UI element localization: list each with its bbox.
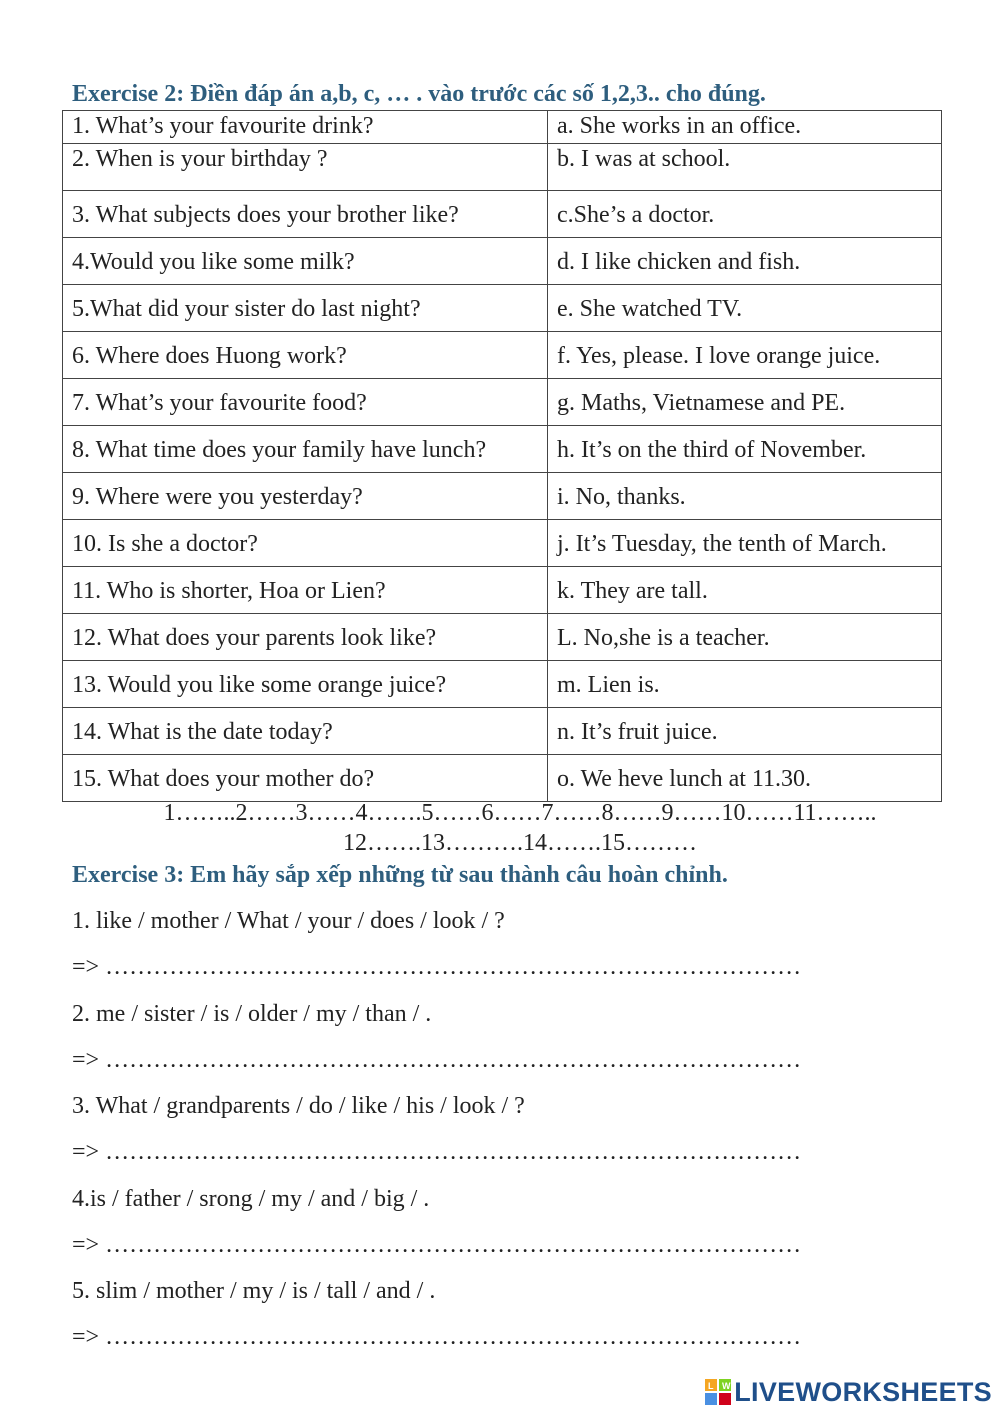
question-cell: 6. Where does Huong work?	[63, 332, 548, 379]
exercise2-heading: Exercise 2: Điền đáp án a,b, c, … . vào trước các số 1,2,3.. cho đúng.	[72, 81, 766, 107]
question-cell: 12. What does your parents look like?	[63, 614, 548, 661]
answer-option-cell: i. No, thanks.	[548, 473, 942, 520]
table-row	[63, 191, 942, 238]
question-cell: 9. Where were you yesterday?	[63, 473, 548, 520]
watermark-text: LIVEWORKSHEETS	[734, 1376, 992, 1407]
answer-option-cell: j. It’s Tuesday, the tenth of March.	[548, 520, 942, 567]
table-row	[63, 332, 942, 379]
table-row	[63, 379, 942, 426]
answer-blank-line[interactable]: => ……………………………………………………………………………	[72, 1139, 802, 1165]
liveworksheets-watermark	[705, 1377, 992, 1407]
answer-blanks-line-2[interactable]: 12…….13……….14…….15………	[343, 830, 697, 856]
answer-option-cell: k. They are tall.	[548, 567, 942, 614]
table-row	[63, 708, 942, 755]
answer-option-cell: f. Yes, please. I love orange juice.	[548, 332, 942, 379]
question-cell: 10. Is she a doctor?	[63, 520, 548, 567]
question-cell: 1. What’s your favourite drink?	[63, 111, 548, 144]
liveworksheets-logo-icon	[705, 1379, 731, 1405]
table-row	[63, 144, 942, 191]
sentence-prompt: 5. slim / mother / my / is / tall / and / .	[72, 1278, 436, 1304]
table-row	[63, 285, 942, 332]
question-cell: 14. What is the date today?	[63, 708, 548, 755]
table-row	[63, 661, 942, 708]
answer-option-cell: e. She watched TV.	[548, 285, 942, 332]
question-cell: 4.Would you like some milk?	[63, 238, 548, 285]
answer-option-cell: L. No,she is a teacher.	[548, 614, 942, 661]
exercise3-heading: Exercise 3: Em hãy sắp xếp những từ sau thành câu hoàn chỉnh.	[72, 862, 728, 888]
answer-option-cell: o. We heve lunch at 11.30.	[548, 755, 942, 802]
answer-option-cell: h. It’s on the third of November.	[548, 426, 942, 473]
question-cell: 7. What’s your favourite food?	[63, 379, 548, 426]
table-row	[63, 238, 942, 285]
answer-option-cell: a. She works in an office.	[548, 111, 942, 144]
question-cell: 8. What time does your family have lunch?	[63, 426, 548, 473]
answer-blank-line[interactable]: => ……………………………………………………………………………	[72, 1324, 802, 1350]
table-row	[63, 520, 942, 567]
sentence-prompt: 4.is / father / srong / my / and / big / .	[72, 1185, 430, 1212]
table-row	[63, 614, 942, 661]
answer-option-cell: b. I was at school.	[548, 144, 942, 191]
question-cell: 2. When is your birthday ?	[63, 144, 548, 191]
sentence-prompt: 2. me / sister / is / older / my / than / .	[72, 1000, 432, 1027]
table-row	[63, 473, 942, 520]
table-row	[63, 755, 942, 802]
answer-option-cell: g. Maths, Vietnamese and PE.	[548, 379, 942, 426]
sentence-prompt: 1. like / mother / What / your / does / look / ?	[72, 908, 505, 934]
sentence-prompt: 3. What / grandparents / do / like / his / look / ?	[72, 1093, 525, 1119]
question-cell: 11. Who is shorter, Hoa or Lien?	[63, 567, 548, 614]
answer-blank-line[interactable]: => ……………………………………………………………………………	[72, 1046, 802, 1073]
table-row	[63, 567, 942, 614]
answer-option-cell: n. It’s fruit juice.	[548, 708, 942, 755]
question-cell: 13. Would you like some orange juice?	[63, 661, 548, 708]
table-row	[63, 111, 942, 144]
question-cell: 3. What subjects does your brother like?	[63, 191, 548, 238]
answer-option-cell: d. I like chicken and fish.	[548, 238, 942, 285]
answer-blank-line[interactable]: => ……………………………………………………………………………	[72, 1231, 802, 1258]
question-cell: 15. What does your mother do?	[63, 755, 548, 802]
answer-option-cell: c.She’s a doctor.	[548, 191, 942, 238]
svg-text:L: L	[708, 1381, 714, 1391]
answer-blank-line[interactable]: => ……………………………………………………………………………	[72, 954, 802, 980]
table-row	[63, 426, 942, 473]
answer-option-cell: m. Lien is.	[548, 661, 942, 708]
question-cell: 5.What did your sister do last night?	[63, 285, 548, 332]
answer-blanks-line-1[interactable]: 1……..2……3……4…….5……6……7……8……9……10……11……..	[163, 800, 877, 826]
matching-table	[62, 110, 942, 802]
svg-text:W: W	[722, 1381, 731, 1391]
